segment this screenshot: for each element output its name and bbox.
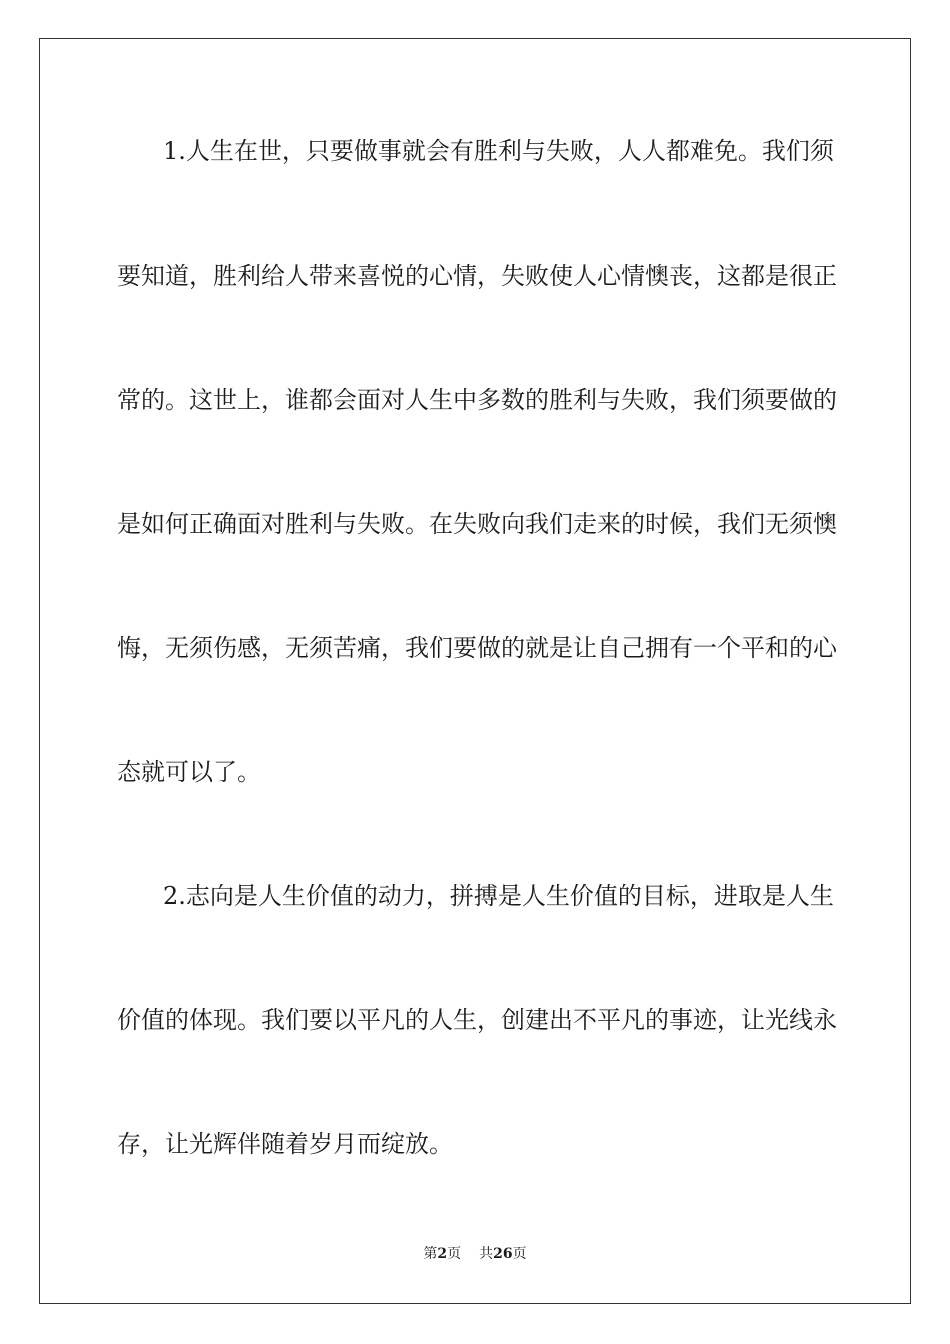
paragraph-1-line-2: 要知道，胜利给人带来喜悦的心情，失败使人心情懊丧，这都是很正 — [117, 262, 837, 290]
total-pages: 26 — [493, 1246, 513, 1262]
page-footer — [0, 1243, 950, 1263]
paragraph-2-line-3: 存，让光辉伴随着岁月而绽放。 — [117, 1130, 453, 1158]
paragraph-1-line-5: 悔，无须伤感，无须苦痛，我们要做的就是让自己拥有一个平和的心 — [117, 634, 837, 662]
page-number-label: 第2页 — [423, 1246, 462, 1262]
total-pages-label: 共26页 — [479, 1246, 527, 1262]
paragraph-1-line-6: 态就可以了。 — [117, 758, 261, 786]
page-number: 2 — [437, 1246, 448, 1262]
paragraph-1-line-4: 是如何正确面对胜利与失败。在失败向我们走来的时候，我们无须懊 — [117, 510, 837, 538]
paragraph-1-line-1: 1.人生在世，只要做事就会有胜利与失败，人人都难免。我们须 — [163, 137, 834, 165]
paragraph-1-line-3: 常的。这世上，谁都会面对人生中多数的胜利与失败，我们须要做的 — [117, 386, 837, 414]
paragraph-2-line-1: 2.志向是人生价值的动力，拼搏是人生价值的目标，进取是人生 — [163, 882, 834, 910]
page-frame — [39, 38, 911, 1304]
paragraph-2-line-2: 价值的体现。我们要以平凡的人生，创建出不平凡的事迹，让光线永 — [117, 1006, 837, 1034]
